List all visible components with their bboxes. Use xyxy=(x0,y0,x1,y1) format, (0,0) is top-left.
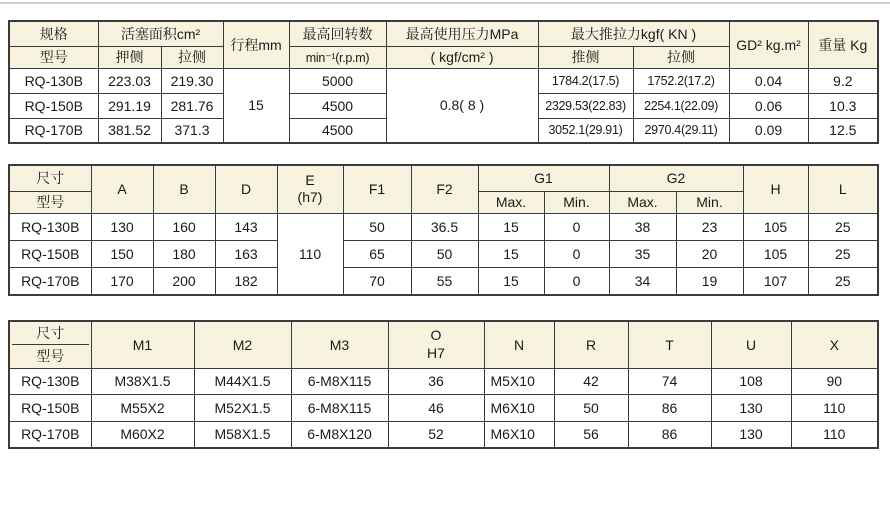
t1-header-pull-side: 拉侧 xyxy=(161,46,223,68)
t3-t-cell: 86 xyxy=(628,394,711,421)
t2-g1min-cell: 0 xyxy=(544,240,609,267)
t3-header-x: X xyxy=(791,321,878,368)
t2-h-cell: 105 xyxy=(743,213,808,240)
t2-b-cell: 180 xyxy=(153,240,215,267)
t2-header-f1: F1 xyxy=(343,165,411,213)
t1-stroke-value-cell: 15 xyxy=(223,68,289,143)
t1-force-push-cell: 2329.53(22.83) xyxy=(538,93,633,118)
t2-l-cell: 25 xyxy=(808,267,878,295)
t3-x-cell: 110 xyxy=(791,421,878,448)
t2-header-g2-max: Max. xyxy=(609,191,676,213)
t3-n-cell: M6X10 xyxy=(484,421,554,448)
t1-header-piston-area: 活塞面积cm² xyxy=(98,21,223,46)
t2-f2-cell: 50 xyxy=(411,240,478,267)
table-row xyxy=(9,394,878,421)
t2-a-cell: 150 xyxy=(91,240,153,267)
t3-x-cell: 110 xyxy=(791,394,878,421)
t1-pressure-value-cell: 0.8( 8 ) xyxy=(386,68,538,143)
t3-model-cell: RQ-170B xyxy=(9,421,91,448)
t2-b-cell: 200 xyxy=(153,267,215,295)
t3-header-dim: 尺寸 xyxy=(12,323,89,345)
t1-header-spec: 规格 xyxy=(9,21,98,46)
performance-spec-table xyxy=(8,20,879,144)
t2-g2min-cell: 23 xyxy=(676,213,743,240)
table-row xyxy=(9,240,878,267)
t1-weight-cell: 9.2 xyxy=(808,68,878,93)
t1-rpm-cell: 4500 xyxy=(289,93,386,118)
t2-l-cell: 25 xyxy=(808,240,878,267)
t1-header-weight: 重量 Kg xyxy=(808,21,878,68)
t2-header-h: H xyxy=(743,165,808,213)
t1-header-model: 型号 xyxy=(9,46,98,68)
t2-header-g1-max: Max. xyxy=(478,191,544,213)
t3-t-cell: 74 xyxy=(628,368,711,394)
t3-o-cell: 36 xyxy=(388,368,484,394)
t2-header-g2: G2 xyxy=(609,165,743,191)
t2-header-e xyxy=(277,165,343,213)
t2-a-cell: 130 xyxy=(91,213,153,240)
t3-n-cell: M6X10 xyxy=(484,394,554,421)
t3-u-cell: 130 xyxy=(711,394,791,421)
t2-d-cell: 163 xyxy=(215,240,277,267)
t2-b-cell: 160 xyxy=(153,213,215,240)
t1-header-max-pressure: 最高使用压力MPa xyxy=(386,21,538,46)
table-row xyxy=(9,213,878,240)
t2-header-f2: F2 xyxy=(411,165,478,213)
t3-r-cell: 50 xyxy=(554,394,628,421)
t1-gd2-cell: 0.09 xyxy=(729,118,808,143)
t3-o-cell: 52 xyxy=(388,421,484,448)
t3-model-cell: RQ-130B xyxy=(9,368,91,394)
t2-header-g1-min: Min. xyxy=(544,191,609,213)
t2-header-model: 型号 xyxy=(9,191,91,213)
table-row xyxy=(9,267,878,295)
t1-weight-cell: 12.5 xyxy=(808,118,878,143)
t2-header-dim: 尺寸 xyxy=(9,165,91,191)
top-divider-line xyxy=(0,2,890,4)
t2-model-cell: RQ-170B xyxy=(9,267,91,295)
t3-x-cell: 90 xyxy=(791,368,878,394)
t2-l-cell: 25 xyxy=(808,213,878,240)
t1-header-max-rotation: 最高回转数 xyxy=(289,21,386,46)
t1-force-push-cell: 1784.2(17.5) xyxy=(538,68,633,93)
t2-g1max-cell: 15 xyxy=(478,267,544,295)
t1-push-area-cell: 291.19 xyxy=(98,93,161,118)
t2-f1-cell: 65 xyxy=(343,240,411,267)
t2-f1-cell: 70 xyxy=(343,267,411,295)
t1-pull-area-cell: 219.30 xyxy=(161,68,223,93)
t1-force-pull-cell: 1752.2(17.2) xyxy=(633,68,729,93)
t3-m2-cell: M58X1.5 xyxy=(194,421,291,448)
t3-m3-cell: 6-M8X120 xyxy=(291,421,388,448)
t3-header-n: N xyxy=(484,321,554,368)
t1-force-pull-cell: 2254.1(22.09) xyxy=(633,93,729,118)
t3-model-cell: RQ-150B xyxy=(9,394,91,421)
t3-header-u: U xyxy=(711,321,791,368)
t3-header-r: R xyxy=(554,321,628,368)
dimension-table-1 xyxy=(8,164,879,296)
t1-header-pressure-unit: ( kgf/cm² ) xyxy=(386,46,538,68)
t2-g1max-cell: 15 xyxy=(478,240,544,267)
t3-header-o-sub: H7 xyxy=(427,344,445,361)
t1-header-stroke: 行程mm xyxy=(223,21,289,68)
t1-model-cell: RQ-130B xyxy=(9,68,98,93)
t2-d-cell: 182 xyxy=(215,267,277,295)
t1-rpm-cell: 5000 xyxy=(289,68,386,93)
t3-n-cell: M5X10 xyxy=(484,368,554,394)
t1-gd2-cell: 0.06 xyxy=(729,93,808,118)
t3-header-m1: M1 xyxy=(91,321,194,368)
t2-f2-cell: 55 xyxy=(411,267,478,295)
t3-header-t: T xyxy=(628,321,711,368)
t2-g1min-cell: 0 xyxy=(544,213,609,240)
t3-t-cell: 86 xyxy=(628,421,711,448)
t2-header-a: A xyxy=(91,165,153,213)
t3-m1-cell: M55X2 xyxy=(91,394,194,421)
t2-f2-cell: 36.5 xyxy=(411,213,478,240)
t1-gd2-cell: 0.04 xyxy=(729,68,808,93)
t2-g2max-cell: 38 xyxy=(609,213,676,240)
t3-header-model: 型号 xyxy=(36,347,65,364)
t3-header-dim-model xyxy=(9,321,91,368)
t3-o-cell: 46 xyxy=(388,394,484,421)
t3-m1-cell: M38X1.5 xyxy=(91,368,194,394)
t1-force-push-cell: 3052.1(29.91) xyxy=(538,118,633,143)
dimension-table-2 xyxy=(8,320,879,449)
t2-h-cell: 105 xyxy=(743,240,808,267)
t3-u-cell: 108 xyxy=(711,368,791,394)
t2-header-e-label: E xyxy=(305,171,315,188)
t1-model-cell: RQ-150B xyxy=(9,93,98,118)
t3-m1-cell: M60X2 xyxy=(91,421,194,448)
t2-g2min-cell: 19 xyxy=(676,267,743,295)
t2-a-cell: 170 xyxy=(91,267,153,295)
table-row xyxy=(9,421,878,448)
t1-weight-cell: 10.3 xyxy=(808,93,878,118)
t2-g1max-cell: 15 xyxy=(478,213,544,240)
t2-header-g1: G1 xyxy=(478,165,609,191)
t2-h-cell: 107 xyxy=(743,267,808,295)
table-row xyxy=(9,368,878,394)
t1-header-push-side: 押侧 xyxy=(98,46,161,68)
t2-header-b: B xyxy=(153,165,215,213)
t2-g2max-cell: 35 xyxy=(609,240,676,267)
t2-f1-cell: 50 xyxy=(343,213,411,240)
t3-r-cell: 56 xyxy=(554,421,628,448)
t2-d-cell: 143 xyxy=(215,213,277,240)
t3-m3-cell: 6-M8X115 xyxy=(291,368,388,394)
t1-rpm-cell: 4500 xyxy=(289,118,386,143)
t2-header-d: D xyxy=(215,165,277,213)
t1-pull-area-cell: 281.76 xyxy=(161,93,223,118)
t3-u-cell: 130 xyxy=(711,421,791,448)
t2-header-e-sub: (h7) xyxy=(297,189,323,206)
t2-header-l: L xyxy=(808,165,878,213)
t3-m2-cell: M44X1.5 xyxy=(194,368,291,394)
t1-force-pull-cell: 2970.4(29.11) xyxy=(633,118,729,143)
t1-push-area-cell: 381.52 xyxy=(98,118,161,143)
t1-header-rotation-unit: min⁻¹(r.p.m) xyxy=(289,46,386,68)
t3-header-m2: M2 xyxy=(194,321,291,368)
t2-g2min-cell: 20 xyxy=(676,240,743,267)
t3-header-o xyxy=(388,321,484,368)
t1-header-max-force: 最大推拉力kgf( KN ) xyxy=(538,21,729,46)
t2-model-cell: RQ-150B xyxy=(9,240,91,267)
t2-g2max-cell: 34 xyxy=(609,267,676,295)
t1-header-force-pull: 拉侧 xyxy=(633,46,729,68)
t1-header-force-push: 推侧 xyxy=(538,46,633,68)
t1-push-area-cell: 223.03 xyxy=(98,68,161,93)
table-row xyxy=(9,68,878,93)
t1-header-gd2: GD² kg.m² xyxy=(729,21,808,68)
t3-header-m3: M3 xyxy=(291,321,388,368)
t3-r-cell: 42 xyxy=(554,368,628,394)
t2-model-cell: RQ-130B xyxy=(9,213,91,240)
t1-model-cell: RQ-170B xyxy=(9,118,98,143)
t2-e-value-cell: 110 xyxy=(277,213,343,295)
t2-header-g2-min: Min. xyxy=(676,191,743,213)
t1-pull-area-cell: 371.3 xyxy=(161,118,223,143)
t3-m3-cell: 6-M8X115 xyxy=(291,394,388,421)
t3-header-o-label: O xyxy=(430,327,442,344)
t2-g1min-cell: 0 xyxy=(544,267,609,295)
t3-m2-cell: M52X1.5 xyxy=(194,394,291,421)
